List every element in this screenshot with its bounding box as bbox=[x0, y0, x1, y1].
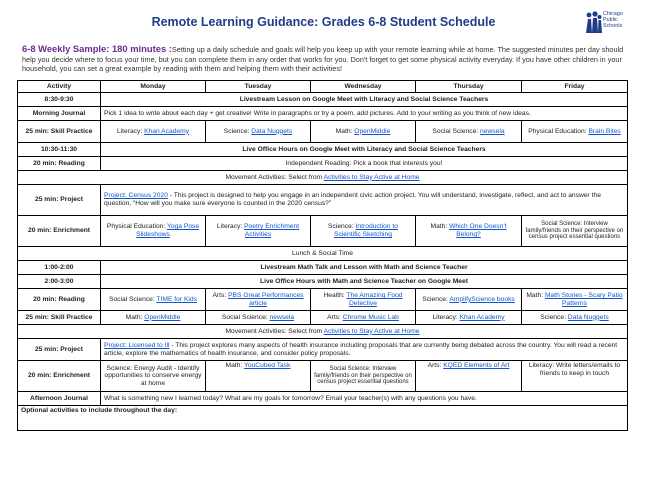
table-row bbox=[18, 171, 628, 185]
header-wednesday: Wednesday bbox=[311, 81, 416, 93]
movement-row: Movement Activities: Select from Activities to Stay Active at Home bbox=[18, 325, 628, 339]
row-text: Independent Reading: Pick a book that interests you! bbox=[101, 157, 628, 171]
cell-wednesday: Math: OpenMiddle bbox=[311, 121, 416, 143]
people-icon bbox=[583, 10, 603, 34]
table-row bbox=[18, 361, 628, 392]
cell-friday: Math: Math Stories - Scary Patio Patterns bbox=[522, 289, 628, 311]
cell-monday: Literacy: Khan Academy bbox=[101, 121, 206, 143]
header-thursday: Thursday bbox=[416, 81, 522, 93]
row-time: 20 min: Reading bbox=[18, 289, 101, 311]
table-row bbox=[18, 339, 628, 361]
cell-monday: Math: OpenMiddle bbox=[101, 311, 206, 325]
cell-monday: Social Science: TIME for Kids bbox=[101, 289, 206, 311]
cell-tuesday: Arts: PBS Great Performances article bbox=[206, 289, 311, 311]
row-text: Livestream Lesson on Google Meet with Literacy and Social Science Teachers bbox=[101, 93, 628, 107]
row-time: 25 min: Skill Practice bbox=[18, 121, 101, 143]
kqed-link[interactable]: KQED Elements of Art bbox=[443, 362, 510, 369]
cell-monday: Science: Energy Audit - Identify opportunities to conserve energy at home bbox=[101, 361, 206, 392]
math-stories-link[interactable]: Math Stories - Scary Patio Patterns bbox=[544, 291, 623, 307]
sample-label: 6-8 Weekly Sample: 180 minutes : bbox=[22, 43, 172, 54]
youcubed-link[interactable]: YouCubed Task bbox=[243, 362, 291, 369]
optional-activities: Optional activities to include throughout the day: bbox=[18, 406, 628, 431]
header-activity: Activity bbox=[18, 81, 101, 93]
cell-thursday: Literacy: Khan Academy bbox=[416, 311, 522, 325]
cell-tuesday: Science: Data Nuggets bbox=[206, 121, 311, 143]
census-project-link[interactable]: Project: Census 2020 bbox=[104, 192, 168, 200]
row-time: 2:00-3:00 bbox=[18, 275, 101, 289]
row-time: 20 min: Enrichment bbox=[18, 361, 101, 392]
newsela-link[interactable]: newsela bbox=[480, 127, 505, 135]
cps-logo bbox=[583, 8, 643, 36]
table-row bbox=[18, 275, 628, 289]
cell-tuesday: Social Science: newsela bbox=[206, 311, 311, 325]
row-time: 25 min: Project bbox=[18, 185, 101, 216]
table-row bbox=[18, 247, 628, 261]
cell-monday: Physical Education: Yoga Pose Slideshows bbox=[101, 216, 206, 247]
lunch-row: Lunch & Social Time bbox=[18, 247, 628, 261]
row-time: 10:30-11:30 bbox=[18, 143, 101, 157]
project-cell: Project: Census 2020 - This project is designed to help you engage in an independent civic action project. You will understand, investigate, reflect, and act to answer the question, “How will you make sure everyone is counted in the 2020 census?” bbox=[101, 185, 628, 216]
logo-text: Chicago Public Schools bbox=[603, 11, 623, 29]
cell-wednesday: Health: The Amazing Food Detective bbox=[311, 289, 416, 311]
cell-wednesday: Social Science: Interview family/friends on their perspective on census project essential questions bbox=[311, 361, 416, 392]
row-text: Pick 1 idea to write about each day + get creative! Write in paragraphs or try a poem, add pictures. Add to your writing as you think of new ideas. bbox=[101, 107, 628, 121]
table-row bbox=[18, 107, 628, 121]
project-cell: Project: Licensed to Ill - This project explores many aspects of health insurance including proposals that are currently being debated across the country. You will read a recent article, explore the mathematics of health insurance, and consider policy proposals. bbox=[101, 339, 628, 361]
cell-friday: Literacy: Write letters/emails to friends to keep in touch bbox=[522, 361, 628, 392]
data-nuggets-link[interactable]: Data Nuggets bbox=[567, 313, 609, 321]
table-header-row bbox=[18, 81, 628, 93]
khan-academy-link[interactable]: Khan Academy bbox=[459, 313, 505, 321]
table-row bbox=[18, 406, 628, 431]
table-row bbox=[18, 121, 628, 143]
intro-text: Setting up a daily schedule and goals will help you keep up with your remote learning while at home. The suggested minutes per day should help you decide where to focus your time, but you can complete them in any order that works for you. Don't forget to get some physical activity everyday. If you have other children in your household, you can set a great example by reading with them and helping them with their activities! bbox=[22, 45, 624, 74]
header bbox=[0, 0, 647, 40]
movement-row: Movement Activities: Select from Activities to Stay Active at Home bbox=[18, 171, 628, 185]
amplify-link[interactable]: AmplifyScience books bbox=[449, 295, 515, 303]
poetry-link[interactable]: Poetry Enrichment Activities bbox=[244, 223, 300, 238]
time-for-kids-link[interactable]: TIME for Kids bbox=[156, 295, 197, 303]
table-row bbox=[18, 93, 628, 107]
row-time: 25 min: Project bbox=[18, 339, 101, 361]
newsela-link[interactable]: newsela bbox=[269, 313, 295, 321]
row-time: 20 min: Reading bbox=[18, 157, 101, 171]
food-detective-link[interactable]: The Amazing Food Detective bbox=[346, 291, 403, 307]
row-time: 1:00-2:00 bbox=[18, 261, 101, 275]
brain-bites-link[interactable]: Brain Bites bbox=[588, 127, 621, 135]
row-time: 25 min: Skill Practice bbox=[18, 311, 101, 325]
which-one-link[interactable]: Which One Doesn't Belong? bbox=[449, 223, 507, 238]
header-friday: Friday bbox=[522, 81, 628, 93]
cell-thursday: Math: Which One Doesn't Belong? bbox=[416, 216, 522, 247]
activities-link[interactable]: Activities to Stay Active at Home bbox=[323, 327, 420, 335]
cell-tuesday: Math: YouCubed Task bbox=[206, 361, 311, 392]
row-text: Live Office Hours on Google Meet with Literacy and Social Science Teachers bbox=[101, 143, 628, 157]
table-row bbox=[18, 157, 628, 171]
khan-academy-link[interactable]: Khan Academy bbox=[144, 127, 190, 135]
cell-friday: Physical Education: Brain Bites bbox=[522, 121, 628, 143]
page-title: Remote Learning Guidance: Grades 6-8 Student Schedule bbox=[151, 15, 496, 29]
intro-paragraph bbox=[22, 44, 626, 74]
data-nuggets-link[interactable]: Data Nuggets bbox=[251, 127, 293, 135]
activities-link[interactable]: Activities to Stay Active at Home bbox=[323, 173, 420, 181]
cell-friday: Social Science: Interview family/friends on their perspective on census project essential questions bbox=[522, 216, 628, 247]
row-text: What is something new I learned today? What are my goals for tomorrow? Email your teacher(s) with any questions you have. bbox=[101, 392, 628, 406]
table-row bbox=[18, 216, 628, 247]
row-time: Morning Journal bbox=[18, 107, 101, 121]
cell-tuesday: Literacy: Poetry Enrichment Activities bbox=[206, 216, 311, 247]
cell-wednesday: Arts: Chrome Music Lab bbox=[311, 311, 416, 325]
row-time: Afternoon Journal bbox=[18, 392, 101, 406]
pbs-link[interactable]: PBS Great Performances article bbox=[228, 291, 304, 307]
table-row bbox=[18, 392, 628, 406]
header-monday: Monday bbox=[101, 81, 206, 93]
table-row bbox=[18, 185, 628, 216]
table-row bbox=[18, 143, 628, 157]
row-time: 8:30-9:30 bbox=[18, 93, 101, 107]
sketching-link[interactable]: Introduction to Scientific Sketching bbox=[334, 223, 398, 238]
header-tuesday: Tuesday bbox=[206, 81, 311, 93]
openmiddle-link[interactable]: OpenMiddle bbox=[144, 313, 181, 321]
table-row bbox=[18, 261, 628, 275]
cell-wednesday: Science: Introduction to Scientific Sketching bbox=[311, 216, 416, 247]
row-text: Live Office Hours with Math and Science Teacher on Google Meet bbox=[101, 275, 628, 289]
cell-thursday: Science: AmplifyScience books bbox=[416, 289, 522, 311]
cell-thursday: Social Science: newsela bbox=[416, 121, 522, 143]
table-row bbox=[18, 325, 628, 339]
row-text: Livestream Math Talk and Lesson with Math and Science Teacher bbox=[101, 261, 628, 275]
openmiddle-link[interactable]: OpenMiddle bbox=[354, 127, 391, 135]
cell-thursday: Arts: KQED Elements of Art bbox=[416, 361, 522, 392]
music-lab-link[interactable]: Chrome Music Lab bbox=[342, 313, 399, 321]
schedule-table bbox=[17, 80, 628, 431]
table-row bbox=[18, 311, 628, 325]
row-time: 20 min: Enrichment bbox=[18, 216, 101, 247]
table-row bbox=[18, 289, 628, 311]
licensed-project-link[interactable]: Project: Licensed to Ill bbox=[104, 341, 170, 349]
cell-friday: Science: Data Nuggets bbox=[522, 311, 628, 325]
yoga-link[interactable]: Yoga Pose Slideshows bbox=[136, 223, 200, 238]
